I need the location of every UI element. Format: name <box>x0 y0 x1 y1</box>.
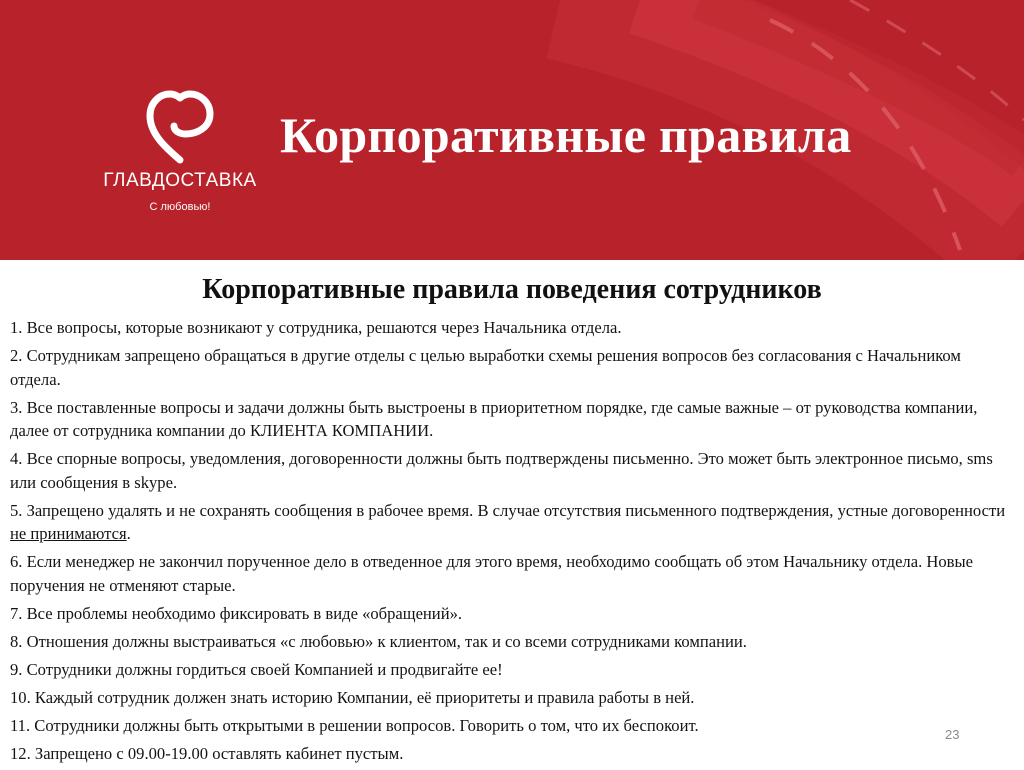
page-number: 23 <box>945 727 960 742</box>
heart-outline-icon <box>140 88 220 168</box>
rule-item: 8. Отношения должны выстраиваться «с любовью» к клиентом, так и со всеми сотрудниками компании. <box>10 631 747 651</box>
rule-item: 10. Каждый сотрудник должен знать историю Компании, её приоритеты и правила работы в ней. <box>10 687 695 707</box>
rule-item: 6. Если менеджер не закончил порученное дело в отведенное для этого время, необходимо сообщать об этом Начальнику отдела. Новые поручения не отменяют старые. <box>10 552 974 595</box>
rule-item: 1. Все вопросы, которые возникают у сотрудника, решаются через Начальника отдела. <box>10 318 622 337</box>
rule-item: 7. Все проблемы необходимо фиксировать в виде «обращений». <box>10 603 463 623</box>
rule-item: 4. Все спорные вопросы, уведомления, договоренности должны быть подтверждены письменно. Это может быть электронное письмо, sms или сообщения в skype. <box>10 449 993 492</box>
rule-item: 2. Сотрудникам запрещено обращаться в другие отделы с целью выработки схемы решения вопросов без согласования с Начальником отдела. <box>10 346 961 389</box>
rule-item: 12. Запрещено с 09.00-19.00 оставлять кабинет пустым. <box>10 743 404 763</box>
rule-text: . <box>126 524 131 543</box>
rule-item: 11. Сотрудники должны быть открытыми в решении вопросов. Говорить о том, что их беспокоит. <box>10 715 699 735</box>
slide-title: Корпоративные правила <box>280 107 852 163</box>
slide-header <box>0 0 1024 260</box>
brand-name: ГЛАВДОСТАВКА <box>103 170 257 191</box>
rule-emphasis: не принимаются <box>10 524 127 543</box>
brand-tagline: С любовью! <box>149 201 211 213</box>
rule-item: 3. Все поставленные вопросы и задачи должны быть выстроены в приоритетном порядке, где самые важные – от руководства компании, далее от сотрудника компании до КЛИЕНТА КОМПАНИИ. <box>10 397 978 440</box>
content-heading: Корпоративные правила поведения сотрудников <box>202 274 822 305</box>
rule-text: 5. Запрещено удалять и не сохранять сообщения в рабочее время. В случае отсутствия письменного подтверждения, устные договоренности <box>10 500 1006 520</box>
rule-item: 9. Сотрудники должны гордиться своей Компанией и продвигайте ее! <box>10 659 503 679</box>
rules-list <box>10 316 1010 770</box>
rule-item <box>10 499 1010 546</box>
company-logo <box>90 88 270 213</box>
